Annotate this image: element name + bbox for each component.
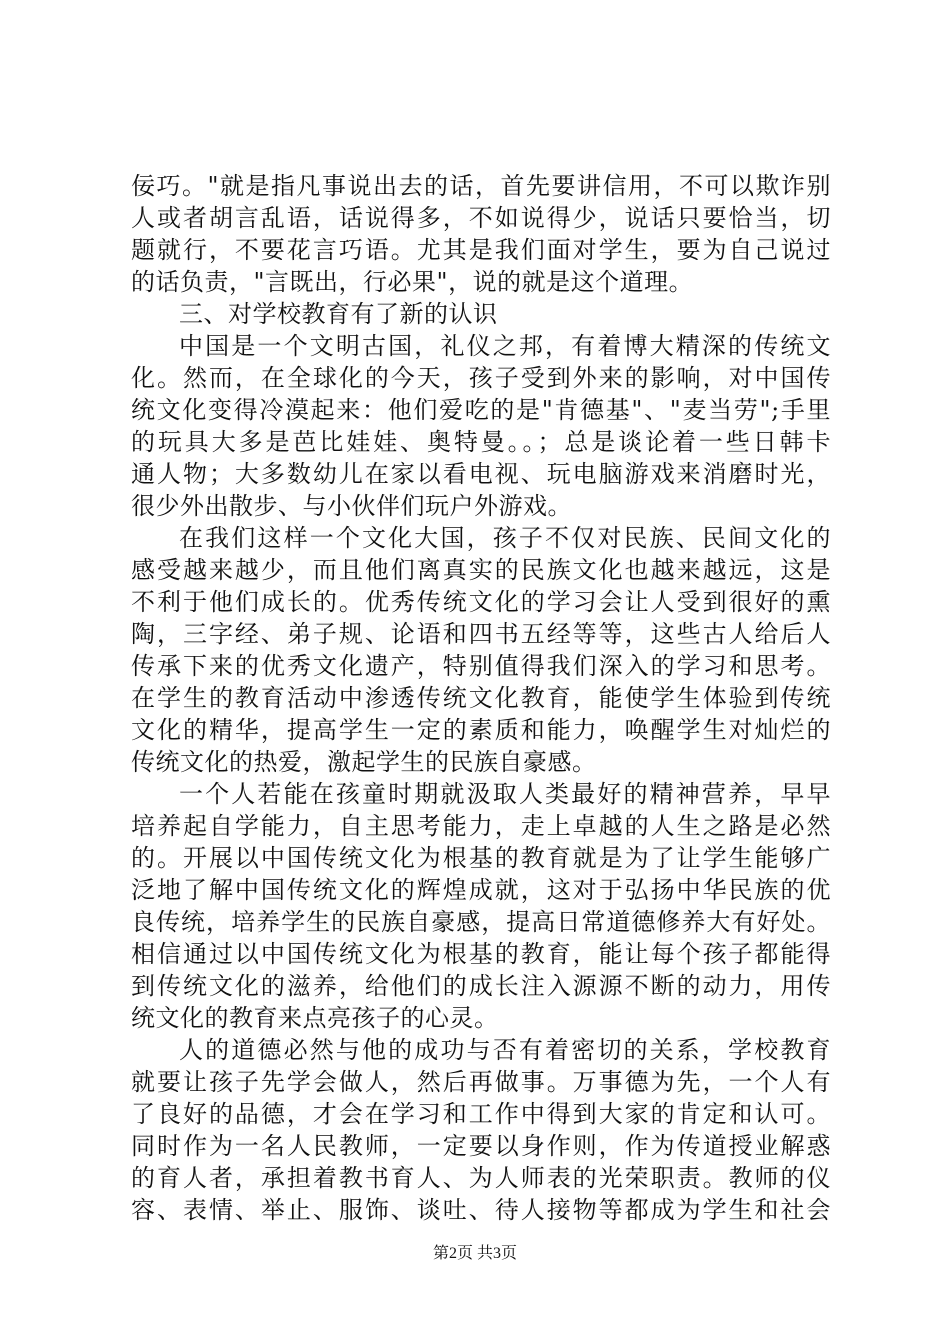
text-line: 良传统，培养学生的民族自豪感，提高日常道德修养大有好处。 [131,908,831,936]
text-line: 在学生的教育活动中渗透传统文化教育，能使学生体验到传统 [131,684,831,712]
text-line: 的。开展以中国传统文化为根基的教育就是为了让学生能够广 [131,844,831,872]
page-footer: 第2页 共3页 [432,1245,517,1262]
text-line: 容、表情、举止、服饰、谈吐、待人接物等都成为学生和社会 [131,1196,831,1224]
text-line: 培养起自学能力，自主思考能力，走上卓越的人生之路是必然 [131,812,831,840]
text-line: 不利于他们成长的。优秀传统文化的学习会让人受到很好的熏 [131,588,831,616]
text-line: 相信通过以中国传统文化为根基的教育，能让每个孩子都能得 [131,940,831,968]
text-line: 传统文化的热爱，激起学生的民族自豪感。 [131,748,597,776]
text-line: 陶，三字经、弟子规、论语和四书五经等等，这些古人给后人 [131,620,831,648]
text-line: 化。然而，在全球化的今天，孩子受到外来的影响，对中国传 [131,364,831,392]
text-line: 人或者胡言乱语，话说得多，不如说得少，说话只要恰当，切 [131,204,831,232]
paragraph [131,1034,831,1226]
text-line: 中国是一个文明古国，礼仪之邦，有着博大精深的传统文 [179,332,831,360]
paragraph [131,778,831,1034]
text-line: 就要让孩子先学会做人，然后再做事。万事德为先，一个人有 [131,1068,831,1096]
text-line: 传承下来的优秀文化遗产，特别值得我们深入的学习和思考。 [131,652,831,680]
text-line: 一个人若能在孩童时期就汲取人类最好的精神营养，早早 [179,780,831,808]
text-line: 文化的精华，提高学生一定的素质和能力，唤醒学生对灿烂的 [131,716,831,744]
section-heading [131,298,831,330]
text-line: 了良好的品德，才会在学习和工作中得到大家的肯定和认可。 [131,1100,831,1128]
paragraph [131,330,831,522]
text-line: 统文化的教育来点亮孩子的心灵。 [131,1004,499,1032]
text-line: 感受越来越少，而且他们离真实的民族文化也越来越远，这是 [131,556,831,584]
text-line: 题就行，不要花言巧语。尤其是我们面对学生，要为自己说过 [131,236,831,264]
heading-text: 三、对学校教育有了新的认识 [179,300,498,328]
paragraph [131,522,831,778]
text-line: 统文化变得冷漠起来：他们爱吃的是"肯德基"、"麦当劳";手里 [131,396,831,424]
text-line: 很少外出散步、与小伙伴们玩户外游戏。 [131,492,572,520]
text-line: 的玩具大多是芭比娃娃、奥特曼。。；总是谈论着一些日韩卡 [131,428,831,456]
paragraph [131,170,831,298]
document-body [131,170,831,1226]
text-line: 通人物；大多数幼儿在家以看电视、玩电脑游戏来消磨时光， [131,460,831,488]
text-line: 的育人者，承担着教书育人、为人师表的光荣职责。教师的仪 [131,1164,831,1192]
text-line: 的话负责，"言既出，行必果"，说的就是这个道理。 [131,268,694,296]
text-line: 泛地了解中国传统文化的辉煌成就，这对于弘扬中华民族的优 [131,876,831,904]
text-line: 人的道德必然与他的成功与否有着密切的关系，学校教育 [179,1036,831,1064]
text-line: 同时作为一名人民教师，一定要以身作则，作为传道授业解惑 [131,1132,831,1160]
text-line: 佞巧。"就是指凡事说出去的话，首先要讲信用，不可以欺诈别 [131,172,831,200]
text-line: 到传统文化的滋养，给他们的成长注入源源不断的动力，用传 [131,972,831,1000]
text-line: 在我们这样一个文化大国，孩子不仅对民族、民间文化的 [179,524,831,552]
